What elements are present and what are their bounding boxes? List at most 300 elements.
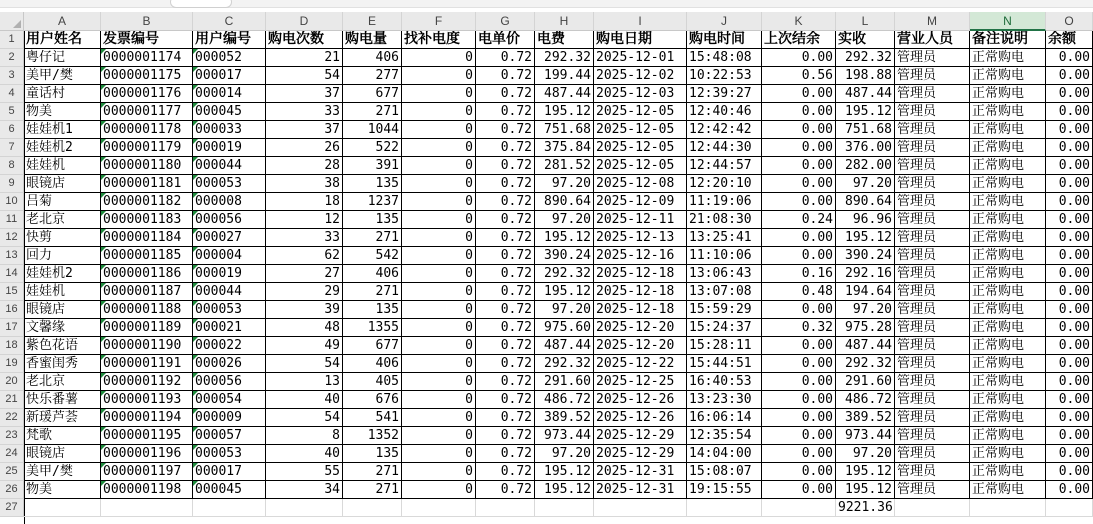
table-cell[interactable]: 33 [266,103,343,121]
table-cell[interactable]: 487.44 [535,337,594,355]
table-cell[interactable]: 0 [402,139,476,157]
table-cell[interactable]: 0 [402,103,476,121]
table-cell[interactable]: 390.24 [535,247,594,265]
table-cell[interactable]: 1355 [343,319,402,337]
column-title[interactable]: 找补电度 [402,31,476,49]
table-cell[interactable]: 54 [266,67,343,85]
table-cell[interactable]: 97.20 [535,211,594,229]
table-cell[interactable]: 0 [402,463,476,481]
table-cell[interactable]: 0000001177 [101,103,193,121]
table-cell[interactable]: 正常购电 [970,103,1046,121]
table-cell[interactable]: 0000001182 [101,193,193,211]
table-cell[interactable]: 管理员 [895,355,970,373]
table-cell[interactable]: 2025-12-31 [594,481,687,499]
table-cell[interactable]: 管理员 [895,373,970,391]
table-cell[interactable]: 0.72 [476,67,535,85]
table-cell[interactable]: 000053 [193,445,266,463]
table-cell[interactable]: 0000001175 [101,67,193,85]
table-cell[interactable]: 195.12 [836,103,895,121]
table-cell[interactable]: 751.68 [836,121,895,139]
row-header-9[interactable]: 9 [0,175,24,193]
column-header-j[interactable]: J [687,12,762,31]
table-cell[interactable]: 0 [402,157,476,175]
table-cell[interactable]: 0 [402,49,476,67]
table-cell[interactable]: 管理员 [895,463,970,481]
table-cell[interactable]: 0000001176 [101,85,193,103]
select-all-corner[interactable] [0,12,24,31]
table-cell[interactable]: 正常购电 [970,319,1046,337]
table-cell[interactable]: 890.64 [535,193,594,211]
table-cell[interactable]: 0 [402,193,476,211]
table-cell[interactable]: 正常购电 [970,463,1046,481]
table-cell[interactable]: 0000001187 [101,283,193,301]
total-cell[interactable] [895,499,970,517]
table-cell[interactable]: 97.20 [836,175,895,193]
table-cell[interactable]: 13 [266,373,343,391]
table-cell[interactable]: 美甲/樊 [24,463,101,481]
table-cell[interactable]: 97.20 [836,301,895,319]
table-cell[interactable]: 正常购电 [970,49,1046,67]
table-cell[interactable]: 0.00 [1046,247,1093,265]
table-cell[interactable]: 正常购电 [970,247,1046,265]
table-cell[interactable]: 97.20 [535,445,594,463]
table-cell[interactable]: 390.24 [836,247,895,265]
row-header-3[interactable]: 3 [0,67,24,85]
table-cell[interactable]: 0.00 [762,229,836,247]
total-cell[interactable] [402,499,476,517]
table-cell[interactable]: 40 [266,391,343,409]
table-cell[interactable]: 15:44:51 [687,355,762,373]
table-cell[interactable]: 96.96 [836,211,895,229]
table-cell[interactable]: 21 [266,49,343,67]
table-cell[interactable]: 2025-12-29 [594,445,687,463]
table-cell[interactable]: 2025-12-31 [594,463,687,481]
table-cell[interactable]: 12:42:42 [687,121,762,139]
table-cell[interactable]: 正常购电 [970,301,1046,319]
table-cell[interactable]: 管理员 [895,409,970,427]
table-cell[interactable]: 0.00 [762,193,836,211]
table-cell[interactable]: 37 [266,85,343,103]
table-cell[interactable]: 292.32 [535,49,594,67]
table-cell[interactable]: 38 [266,175,343,193]
column-title[interactable]: 用户姓名 [24,31,101,49]
table-cell[interactable]: 19:15:55 [687,481,762,499]
table-cell[interactable]: 406 [343,49,402,67]
table-cell[interactable]: 291.60 [836,373,895,391]
table-cell[interactable]: 271 [343,229,402,247]
row-header-23[interactable]: 23 [0,427,24,445]
table-cell[interactable]: 0.32 [762,319,836,337]
table-cell[interactable]: 正常购电 [970,445,1046,463]
table-cell[interactable]: 管理员 [895,193,970,211]
table-cell[interactable]: 0000001174 [101,49,193,67]
table-cell[interactable]: 物美 [24,103,101,121]
table-cell[interactable]: 2025-12-05 [594,121,687,139]
table-cell[interactable]: 娃娃机 [24,157,101,175]
table-cell[interactable]: 0 [402,283,476,301]
table-cell[interactable]: 0 [402,409,476,427]
table-cell[interactable]: 0000001184 [101,229,193,247]
table-cell[interactable]: 0.72 [476,85,535,103]
row-header-7[interactable]: 7 [0,139,24,157]
table-cell[interactable]: 管理员 [895,211,970,229]
table-cell[interactable]: 管理员 [895,121,970,139]
table-cell[interactable]: 271 [343,283,402,301]
table-cell[interactable]: 正常购电 [970,391,1046,409]
table-cell[interactable]: 0 [402,337,476,355]
table-cell[interactable]: 0.72 [476,229,535,247]
table-cell[interactable]: 0.00 [1046,211,1093,229]
table-cell[interactable]: 1352 [343,427,402,445]
table-cell[interactable]: 40 [266,445,343,463]
table-cell[interactable]: 0.00 [1046,265,1093,283]
table-cell[interactable]: 195.12 [836,463,895,481]
table-cell[interactable]: 12:44:57 [687,157,762,175]
table-cell[interactable]: 2025-12-16 [594,247,687,265]
table-cell[interactable]: 000057 [193,427,266,445]
table-cell[interactable]: 管理员 [895,301,970,319]
table-cell[interactable]: 管理员 [895,391,970,409]
table-cell[interactable]: 0.00 [762,463,836,481]
table-cell[interactable]: 0.72 [476,373,535,391]
table-cell[interactable]: 0 [402,427,476,445]
table-cell[interactable]: 11:19:06 [687,193,762,211]
table-cell[interactable]: 0 [402,319,476,337]
row-header-10[interactable]: 10 [0,193,24,211]
table-cell[interactable]: 2025-12-26 [594,409,687,427]
table-cell[interactable]: 0.72 [476,319,535,337]
table-cell[interactable]: 吕菊 [24,193,101,211]
table-cell[interactable]: 娃娃机 [24,283,101,301]
table-cell[interactable]: 2025-12-18 [594,301,687,319]
table-cell[interactable]: 0 [402,481,476,499]
table-cell[interactable]: 正常购电 [970,67,1046,85]
table-cell[interactable]: 0.00 [762,427,836,445]
row-header-17[interactable]: 17 [0,319,24,337]
table-cell[interactable]: 0000001197 [101,463,193,481]
table-cell[interactable]: 389.52 [535,409,594,427]
table-cell[interactable]: 13:25:41 [687,229,762,247]
table-cell[interactable]: 管理员 [895,247,970,265]
table-cell[interactable]: 0.00 [1046,427,1093,445]
table-cell[interactable]: 0000001186 [101,265,193,283]
table-cell[interactable]: 正常购电 [970,409,1046,427]
table-cell[interactable]: 0.00 [1046,463,1093,481]
table-cell[interactable]: 0.00 [762,373,836,391]
column-header-g[interactable]: G [476,12,535,31]
table-cell[interactable]: 0 [402,211,476,229]
table-cell[interactable]: 管理员 [895,85,970,103]
table-cell[interactable]: 0000001193 [101,391,193,409]
column-header-o[interactable]: O [1046,12,1093,31]
table-cell[interactable]: 2025-12-20 [594,319,687,337]
table-cell[interactable]: 16:40:53 [687,373,762,391]
table-cell[interactable]: 97.20 [535,175,594,193]
table-cell[interactable]: 0.00 [1046,301,1093,319]
table-cell[interactable]: 2025-12-26 [594,391,687,409]
table-cell[interactable]: 2025-12-29 [594,427,687,445]
table-cell[interactable]: 0.72 [476,49,535,67]
column-header-f[interactable]: F [402,12,476,31]
total-cell[interactable] [266,499,343,517]
column-title[interactable]: 购电次数 [266,31,343,49]
table-cell[interactable]: 0.72 [476,481,535,499]
table-cell[interactable]: 正常购电 [970,85,1046,103]
table-cell[interactable]: 0 [402,265,476,283]
table-cell[interactable]: 49 [266,337,343,355]
table-cell[interactable]: 000017 [193,67,266,85]
table-cell[interactable]: 1044 [343,121,402,139]
table-cell[interactable]: 管理员 [895,229,970,247]
table-cell[interactable]: 0.00 [1046,67,1093,85]
table-cell[interactable]: 物美 [24,481,101,499]
total-cell[interactable] [970,499,1046,517]
table-cell[interactable]: 0.00 [762,355,836,373]
table-cell[interactable]: 000052 [193,49,266,67]
table-cell[interactable]: 0.72 [476,391,535,409]
table-cell[interactable]: 2025-12-18 [594,283,687,301]
table-cell[interactable]: 271 [343,463,402,481]
table-cell[interactable]: 正常购电 [970,481,1046,499]
column-header-c[interactable]: C [193,12,266,31]
table-cell[interactable]: 2025-12-05 [594,103,687,121]
table-cell[interactable]: 0.00 [1046,355,1093,373]
table-cell[interactable]: 12:35:54 [687,427,762,445]
table-cell[interactable]: 000056 [193,373,266,391]
column-header-k[interactable]: K [762,12,836,31]
column-title[interactable]: 电单价 [476,31,535,49]
table-cell[interactable]: 34 [266,481,343,499]
table-cell[interactable]: 55 [266,463,343,481]
table-cell[interactable]: 老北京 [24,373,101,391]
table-cell[interactable]: 文馨缘 [24,319,101,337]
total-cell[interactable] [594,499,687,517]
table-cell[interactable]: 管理员 [895,283,970,301]
table-cell[interactable]: 0.00 [1046,373,1093,391]
row-header-24[interactable]: 24 [0,445,24,463]
table-cell[interactable]: 292.32 [836,355,895,373]
table-cell[interactable]: 0000001190 [101,337,193,355]
table-cell[interactable]: 快乐番薯 [24,391,101,409]
table-cell[interactable]: 15:28:11 [687,337,762,355]
table-cell[interactable]: 271 [343,103,402,121]
table-cell[interactable]: 0000001179 [101,139,193,157]
column-title[interactable]: 电费 [535,31,594,49]
total-cell[interactable] [687,499,762,517]
row-header-1[interactable]: 1 [0,31,24,49]
table-cell[interactable]: 正常购电 [970,265,1046,283]
table-cell[interactable]: 391 [343,157,402,175]
table-cell[interactable]: 677 [343,85,402,103]
table-cell[interactable]: 0.00 [762,85,836,103]
table-cell[interactable]: 14:04:00 [687,445,762,463]
table-cell[interactable]: 1237 [343,193,402,211]
table-cell[interactable]: 眼镜店 [24,445,101,463]
row-header-8[interactable]: 8 [0,157,24,175]
table-cell[interactable]: 195.12 [535,103,594,121]
table-cell[interactable]: 0.00 [1046,283,1093,301]
table-cell[interactable]: 0000001181 [101,175,193,193]
table-cell[interactable]: 271 [343,481,402,499]
column-title[interactable]: 发票编号 [101,31,193,49]
table-cell[interactable]: 2025-12-05 [594,139,687,157]
table-cell[interactable]: 405 [343,373,402,391]
table-cell[interactable]: 0 [402,229,476,247]
table-cell[interactable]: 194.64 [836,283,895,301]
total-cell[interactable] [193,499,266,517]
table-cell[interactable]: 0.56 [762,67,836,85]
table-cell[interactable]: 135 [343,175,402,193]
table-cell[interactable]: 0.00 [1046,445,1093,463]
table-cell[interactable]: 0.72 [476,427,535,445]
row-header-14[interactable]: 14 [0,265,24,283]
table-cell[interactable]: 000054 [193,391,266,409]
row-header-18[interactable]: 18 [0,337,24,355]
table-cell[interactable]: 管理员 [895,337,970,355]
table-cell[interactable]: 282.00 [836,157,895,175]
table-cell[interactable]: 正常购电 [970,373,1046,391]
table-cell[interactable]: 管理员 [895,265,970,283]
row-header-20[interactable]: 20 [0,373,24,391]
table-cell[interactable]: 12:40:46 [687,103,762,121]
table-cell[interactable]: 0.00 [1046,49,1093,67]
table-cell[interactable]: 0.00 [1046,391,1093,409]
table-cell[interactable]: 0000001188 [101,301,193,319]
table-cell[interactable]: 2025-12-11 [594,211,687,229]
column-header-n[interactable]: N [970,12,1046,31]
table-cell[interactable]: 0.72 [476,463,535,481]
table-cell[interactable]: 16:06:14 [687,409,762,427]
table-cell[interactable]: 正常购电 [970,193,1046,211]
table-cell[interactable]: 0.00 [1046,409,1093,427]
table-cell[interactable]: 15:24:37 [687,319,762,337]
table-cell[interactable]: 0.00 [762,409,836,427]
table-cell[interactable]: 0.00 [1046,481,1093,499]
table-cell[interactable]: 000026 [193,355,266,373]
table-cell[interactable]: 376.00 [836,139,895,157]
table-cell[interactable]: 0000001189 [101,319,193,337]
table-cell[interactable]: 198.88 [836,67,895,85]
table-cell[interactable]: 粤仔记 [24,49,101,67]
table-cell[interactable]: 0.00 [762,301,836,319]
table-cell[interactable]: 0.00 [762,445,836,463]
table-cell[interactable]: 890.64 [836,193,895,211]
table-cell[interactable]: 135 [343,301,402,319]
table-cell[interactable]: 0000001194 [101,409,193,427]
table-cell[interactable]: 0.48 [762,283,836,301]
table-cell[interactable]: 正常购电 [970,175,1046,193]
table-cell[interactable]: 0.00 [762,247,836,265]
column-title[interactable]: 用户编号 [193,31,266,49]
table-cell[interactable]: 老北京 [24,211,101,229]
table-cell[interactable]: 000056 [193,211,266,229]
row-header-11[interactable]: 11 [0,211,24,229]
table-cell[interactable]: 娃娃机2 [24,265,101,283]
table-cell[interactable]: 0.00 [762,481,836,499]
table-cell[interactable]: 正常购电 [970,157,1046,175]
table-cell[interactable]: 292.16 [836,265,895,283]
table-cell[interactable]: 0000001185 [101,247,193,265]
table-cell[interactable]: 0.72 [476,139,535,157]
table-cell[interactable]: 0.00 [1046,85,1093,103]
column-header-b[interactable]: B [101,12,193,31]
table-cell[interactable]: 正常购电 [970,229,1046,247]
table-cell[interactable]: 0.00 [1046,337,1093,355]
table-cell[interactable]: 0 [402,355,476,373]
table-cell[interactable]: 542 [343,247,402,265]
table-cell[interactable]: 0.00 [1046,121,1093,139]
table-cell[interactable]: 0.00 [762,103,836,121]
row-header-16[interactable]: 16 [0,301,24,319]
row-header-12[interactable]: 12 [0,229,24,247]
table-cell[interactable]: 487.44 [836,85,895,103]
table-cell[interactable]: 0.00 [1046,319,1093,337]
column-title[interactable]: 购电量 [343,31,402,49]
table-cell[interactable]: 0.00 [762,391,836,409]
table-cell[interactable]: 10:22:53 [687,67,762,85]
table-cell[interactable]: 2025-12-25 [594,373,687,391]
table-cell[interactable]: 管理员 [895,157,970,175]
table-cell[interactable]: 新瑗芦荟 [24,409,101,427]
table-cell[interactable]: 11:10:06 [687,247,762,265]
table-cell[interactable]: 486.72 [836,391,895,409]
table-cell[interactable]: 15:48:08 [687,49,762,67]
table-cell[interactable]: 0 [402,121,476,139]
table-cell[interactable]: 000021 [193,319,266,337]
total-cell[interactable] [343,499,402,517]
table-cell[interactable]: 0.72 [476,265,535,283]
column-header-d[interactable]: D [266,12,343,31]
table-cell[interactable]: 29 [266,283,343,301]
table-cell[interactable]: 277 [343,67,402,85]
row-header-22[interactable]: 22 [0,409,24,427]
table-cell[interactable]: 0.72 [476,445,535,463]
table-cell[interactable]: 0.00 [762,49,836,67]
table-cell[interactable]: 紫色花语 [24,337,101,355]
table-cell[interactable]: 48 [266,319,343,337]
total-cell[interactable]: 9221.36 [836,499,895,517]
row-header-15[interactable]: 15 [0,283,24,301]
table-cell[interactable]: 0.24 [762,211,836,229]
table-cell[interactable]: 18 [266,193,343,211]
table-cell[interactable]: 522 [343,139,402,157]
total-cell[interactable] [762,499,836,517]
table-cell[interactable]: 12:20:10 [687,175,762,193]
table-cell[interactable]: 000027 [193,229,266,247]
table-cell[interactable]: 000053 [193,301,266,319]
table-cell[interactable]: 0 [402,85,476,103]
table-cell[interactable]: 292.32 [836,49,895,67]
table-cell[interactable]: 26 [266,139,343,157]
table-cell[interactable]: 000019 [193,265,266,283]
table-cell[interactable]: 541 [343,409,402,427]
table-cell[interactable]: 管理员 [895,445,970,463]
table-cell[interactable]: 389.52 [836,409,895,427]
table-cell[interactable]: 677 [343,337,402,355]
table-cell[interactable]: 正常购电 [970,283,1046,301]
table-cell[interactable]: 0 [402,247,476,265]
table-cell[interactable]: 975.28 [836,319,895,337]
table-cell[interactable]: 54 [266,409,343,427]
table-cell[interactable]: 梵歌 [24,427,101,445]
table-cell[interactable]: 195.12 [535,481,594,499]
table-cell[interactable]: 199.44 [535,67,594,85]
column-title[interactable]: 营业人员 [895,31,970,49]
row-header-13[interactable]: 13 [0,247,24,265]
table-cell[interactable]: 0000001178 [101,121,193,139]
table-cell[interactable]: 0 [402,67,476,85]
table-cell[interactable]: 000053 [193,175,266,193]
